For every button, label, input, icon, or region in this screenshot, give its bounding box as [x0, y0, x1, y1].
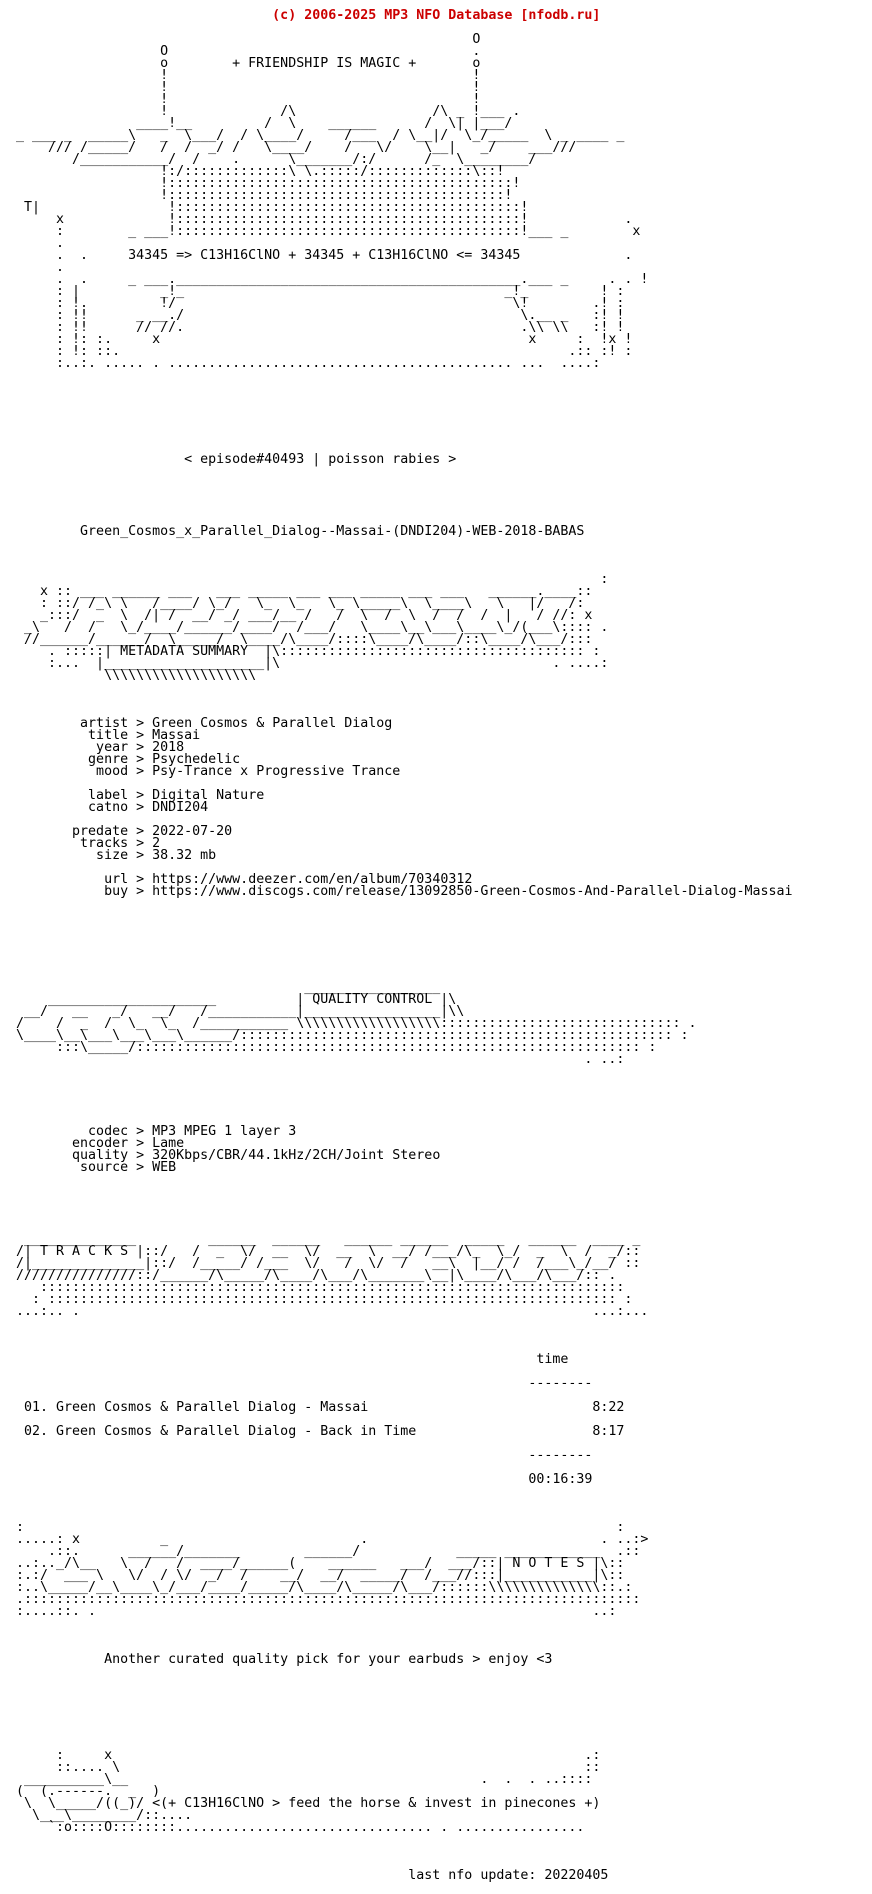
footer-art-line: __________\__ . . . ..:::: [8, 1772, 593, 1787]
ascii-art-line: !:::::::::::::::::::::::::::::::::::::::::::! [8, 176, 521, 191]
ascii-art-line: ! /\ /\ _ !___ . [8, 104, 521, 119]
field-separator: > [128, 836, 153, 851]
banner-line: :... |____________________|\ . ....: [8, 656, 609, 671]
banner-line: ...:.. . ...:... [8, 1304, 649, 1319]
banner-line: ______________ ______ ______ ______ ______ _____ ______ ____ _ [8, 1232, 641, 1247]
spacer [8, 1726, 793, 1738]
spacer [8, 382, 793, 394]
ascii-art-line: O . [8, 44, 481, 59]
spacer [8, 934, 793, 946]
tracks-banner [8, 1234, 793, 1318]
ascii-art-line: : | _!_ _!_ ! : [8, 284, 625, 299]
spacer [8, 1102, 793, 1114]
last-update: last nfo update: 20220405 [8, 1868, 609, 1883]
banner-line: //______/______/ \_____/ \____/\____/::::\____/\____/::\____/\___/::: [8, 632, 593, 647]
field-value: Psychedelic [152, 752, 241, 767]
banner-line: _:::/ _ \ /| / __/ _/ ___/__ / / \ / \ / / / | / //: x [8, 608, 593, 623]
episode-line: < episode#40493 | poisson rabies > [8, 452, 457, 467]
banner-line: : [8, 572, 609, 587]
field-separator: > [128, 716, 153, 731]
spacer [8, 430, 793, 442]
track-row: 02. Green Cosmos & Parallel Dialog - Back in Time 8:17 [8, 1424, 625, 1439]
spacer [8, 1210, 793, 1222]
field-separator: > [128, 728, 153, 743]
field-label: size [8, 848, 129, 863]
field-label: artist [8, 716, 129, 731]
ascii-art-line: !::::::::::::::::::::::::::::::::::::::::::! [8, 188, 513, 203]
banner-line: : ::::::::::::::::::::::::::::::::::::::::::::::::::::::::::::::::::::::: : [8, 1292, 633, 1307]
banner-line: \\\\\\\\\\\\\\\\\\\ [8, 668, 257, 683]
field-separator: > [128, 884, 153, 899]
banner-line: :.:/ ___ \ \/ / \/ _/ / __/ __/ _____/ /___//:::|___________|\:: [8, 1568, 625, 1583]
field-value: Psy-Trance x Progressive Trance [152, 764, 401, 779]
field-separator: > [128, 740, 153, 755]
banner-line: . ..: [8, 1052, 625, 1067]
spacer [8, 1702, 793, 1714]
banner-line: :..\_____/__\____\_/___/____/_____/\____/\_____/\___/::::::\\\\\\\\\\\\\\::.: [8, 1580, 633, 1595]
metadata-list [8, 718, 793, 898]
field-label: year [8, 740, 129, 755]
ascii-art-line: ! ! [8, 80, 481, 95]
spacer [8, 1186, 793, 1198]
ascii-art-line: : !. !/ \! .! : [8, 296, 625, 311]
field-value: 38.32 mb [152, 848, 217, 863]
metadata-row [8, 886, 793, 898]
ascii-art-line: . . _ ___.___________________________________________.___ _ . . ! [8, 272, 649, 287]
ascii-art-line: :..:. ..... . ........................................... ... ....: [8, 356, 601, 371]
field-label: encoder [8, 1136, 129, 1151]
ascii-art-line: : !: :. x x : !x ! [8, 332, 633, 347]
spacer [8, 1330, 793, 1342]
ascii-art-line: ! ! [8, 68, 481, 83]
track-row: 01. Green Cosmos & Parallel Dialog - Massai 8:22 [8, 1400, 625, 1415]
ascii-art-line: o + FRIENDSHIP IS MAGIC + o [8, 56, 481, 71]
spacer [8, 1498, 793, 1510]
field-label: quality [8, 1148, 129, 1163]
field-value: 2022-07-20 [152, 824, 233, 839]
ascii-art-line: x !:::::::::::::::::::::::::::::::::::::::::::! . [8, 212, 633, 227]
banner-line: : : [8, 1520, 625, 1535]
ascii-art-line: ! ! [8, 92, 481, 107]
field-label: url [8, 872, 129, 887]
field-value: https://www.deezer.com/en/album/70340312 [152, 872, 473, 887]
copyright-header: (c) 2006-2025 MP3 NFO Database [nfodb.ru] [8, 8, 601, 23]
field-separator: > [128, 1148, 153, 1163]
field-value: 320Kbps/CBR/44.1kHz/2CH/Joint Stereo [152, 1148, 441, 1163]
banner-line: ::::::::::::::::::::::::::::::::::::::::::::::::::::::::::::::::::::::::: [8, 1280, 625, 1295]
banner-line: _\ / / \_/____/______/____/ /___/ \____\__\___\____\_/(___\:::: . [8, 620, 609, 635]
banner-line: /| T R A C K S |::/ / _ \/ __ \/ __ \ __/ /___/\_ \_/ _ \ / _/:: [8, 1244, 641, 1259]
field-label: predate [8, 824, 129, 839]
field-separator: > [128, 1136, 153, 1151]
spacer [8, 502, 793, 514]
banner-line: ///////////////::/______/\_____/\____/\___/\_______\__|\____/\___/\___/:: . [8, 1268, 617, 1283]
field-label: source [8, 1160, 129, 1175]
ascii-art-line: : !: ::. .:: :! : [8, 344, 633, 359]
footer-art-line: ::.... \ :: [8, 1760, 601, 1775]
notes-banner [8, 1522, 793, 1618]
field-separator: > [128, 788, 153, 803]
footer-art-line: \ \_____/((_)/ <(+ C13H16ClNO > feed the horse & invest in pinecones +) [8, 1796, 601, 1811]
total-time: 00:16:39 [8, 1472, 593, 1487]
field-value: 2 [152, 836, 161, 851]
ascii-art-line: . . 34345 => C13H16ClNO + 34345 + C13H16ClNO <= 34345 . [8, 248, 633, 263]
field-separator: > [128, 764, 153, 779]
quality-row [8, 1162, 793, 1174]
field-label: genre [8, 752, 129, 767]
banner-line: /|______________|::/ /_____/ /___ \/ / \/ / __\ |__/ / /___\_/__/ :: [8, 1256, 641, 1271]
time-rule-bottom: -------- [8, 1448, 593, 1463]
quality-control-banner [8, 982, 793, 1066]
banner-line: .::::::::::::::::::::::::::::::::::::::::::::::::::::::::::::::::::::::::::::: [8, 1592, 641, 1607]
field-label: title [8, 728, 129, 743]
banner-line: :....::. . ..: [8, 1604, 617, 1619]
ascii-art-line: O [8, 32, 481, 47]
banner-line: . :::::| METADATA SUMMARY |\:::::::::::::::::::::::::::::::::::::: : [8, 644, 601, 659]
banner-line: ..:.._/\__ \ / / ____/______( ______ ___/ ___/::| N O T E S |\:: [8, 1556, 625, 1571]
footer-art-line: \___\________/::.... [8, 1808, 193, 1823]
spacer [8, 1630, 793, 1642]
banner-line: : ::/ /_\ \ /____/ \_/ \_ \_ \_ \_____\ \____\ \ |/ /: [8, 596, 585, 611]
footer-art-line: ( (.------. _ ) [8, 1784, 161, 1799]
field-separator: > [128, 752, 153, 767]
field-separator: > [128, 1160, 153, 1175]
field-label: mood [8, 764, 129, 779]
notes-text: Another curated quality pick for your earbuds > enjoy <3 [8, 1652, 553, 1667]
metadata-summary-banner [8, 574, 793, 682]
ascii-art-line: T| !:::::::::::::::::::::::::::::::::::::::::::! [8, 200, 529, 215]
ascii-art-line: _ ___ _ _____\ _ \___/ / \____/ /___ / \__|/ \_/_____ \ _ ____ _ [8, 128, 625, 143]
field-label: buy [8, 884, 129, 899]
ascii-art-line: /// /_____/ / / _/ / \____/ / \/ \__| _/ ___/// [8, 140, 585, 155]
field-label: catno [8, 800, 129, 815]
field-separator: > [128, 872, 153, 887]
ascii-art-line: : !! _ __./ \.__ _ :! ! [8, 308, 625, 323]
banner-line: x :: ___ ______ ___ ___ _____ ___ ___ _____ ___ ___ ______.____:: [8, 584, 593, 599]
footer-art-line: : x .: [8, 1748, 601, 1763]
spacer [8, 958, 793, 970]
footer-art [8, 1750, 793, 1834]
banner-line: \____\__\___\___\___\______/:::::::::::::::::::::::::::::::::::::::::::::::::::::: : [8, 1028, 689, 1043]
quality-list [8, 1126, 793, 1174]
field-label: label [8, 788, 129, 803]
spacer [8, 406, 793, 418]
field-value: Massai [152, 728, 201, 743]
spacer [8, 910, 793, 922]
field-label: codec [8, 1124, 129, 1139]
field-value: 2018 [152, 740, 185, 755]
field-value: Lame [152, 1136, 185, 1151]
banner-line: :::\_____/::::::::::::::::::::::::::::::::::::::::::::::::::::::::::::::: : [8, 1040, 657, 1055]
ascii-art-line: !:/:::::::::::::\ \.:::::/:::::::::::::\::! [8, 164, 505, 179]
ascii-art-line: . [8, 236, 65, 251]
ascii-art-line: : !! // //. .\\ \\ :! ! [8, 320, 625, 335]
spacer [8, 550, 793, 562]
spacer [8, 478, 793, 490]
field-separator: > [128, 848, 153, 863]
field-value: MP3 MPEG 1 layer 3 [152, 1124, 297, 1139]
banner-line: __/ __ _/ __/ /___________|_________________|\\ [8, 1004, 465, 1019]
spacer [8, 1678, 793, 1690]
field-value: WEB [152, 1160, 177, 1175]
field-separator: > [128, 824, 153, 839]
field-separator: > [128, 1124, 153, 1139]
ascii-art-logo [8, 34, 793, 370]
ascii-art-line: /___________/ / . \_______/:/ /_ \________/ [8, 152, 537, 167]
field-value: Digital Nature [152, 788, 265, 803]
metadata-row [8, 766, 793, 778]
release-name: Green_Cosmos_x_Parallel_Dialog--Massai-(DNDI204)-WEB-2018-BABAS [8, 524, 585, 539]
footer-art-line: `:o::::O::::::::................................ . ................ [8, 1820, 585, 1835]
metadata-row [8, 802, 793, 814]
field-separator: > [128, 800, 153, 815]
time-header: time [8, 1352, 569, 1367]
spacer [8, 1846, 793, 1858]
banner-line: / / _ / \_ \_ /___________ \\\\\\\\\\\\\\\\\\:::::::::::::::::::::::::::::: . [8, 1016, 697, 1031]
ascii-art-line: . [8, 260, 65, 275]
field-value: https://www.discogs.com/release/13092850-Green-Cosmos-And-Parallel-Dialog-Massai [152, 884, 793, 899]
spacer [8, 694, 793, 706]
spacer [8, 1078, 793, 1090]
banner-line: .::. ______/_______ ______/ _____ ____________ .:: [8, 1544, 641, 1559]
ascii-art-line: ____!__ / \ ______ / \| |___/ [8, 116, 513, 131]
field-label: tracks [8, 836, 129, 851]
banner-line: _________________ [8, 980, 441, 995]
banner-line: _____________________ | QUALITY CONTROL |\ [8, 992, 457, 1007]
banner-line: .....: x _ . . ..:> [8, 1532, 649, 1547]
ascii-art-line: : _ ___!:::::::::::::::::::::::::::::::::::::::::::!___ _ x [8, 224, 641, 239]
field-value: DNDI204 [152, 800, 209, 815]
time-rule-top: -------- [8, 1376, 593, 1391]
field-value: Green Cosmos & Parallel Dialog [152, 716, 393, 731]
metadata-row [8, 850, 793, 862]
